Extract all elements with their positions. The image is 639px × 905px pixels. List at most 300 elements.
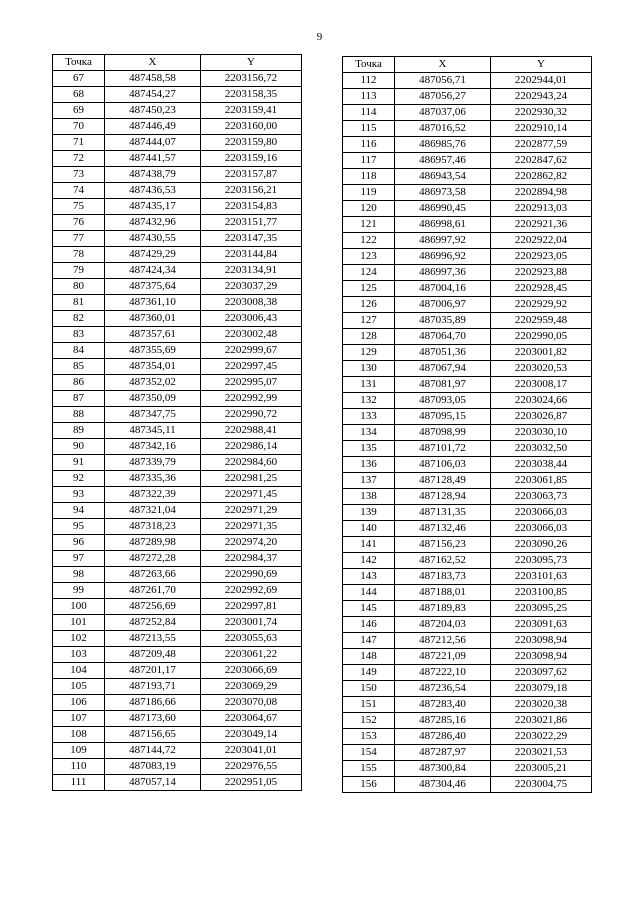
table-row — [53, 135, 302, 151]
x-cell: 486957,46 — [395, 153, 491, 169]
y-cell: 2203024,66 — [491, 393, 592, 409]
point-cell: 98 — [53, 567, 105, 583]
table-row — [53, 407, 302, 423]
x-cell: 487081,97 — [395, 377, 491, 393]
y-cell: 2203022,29 — [491, 729, 592, 745]
y-cell: 2203020,38 — [491, 697, 592, 713]
x-cell: 487438,79 — [105, 167, 201, 183]
x-cell: 487357,61 — [105, 327, 201, 343]
page-number: 9 — [316, 31, 323, 43]
point-cell: 89 — [53, 423, 105, 439]
y-cell: 2203030,10 — [491, 425, 592, 441]
point-cell: 126 — [343, 297, 395, 313]
point-cell: 68 — [53, 87, 105, 103]
table-row — [53, 343, 302, 359]
table-row — [343, 345, 592, 361]
point-cell: 124 — [343, 265, 395, 281]
y-cell: 2203037,29 — [201, 279, 302, 295]
x-cell: 487256,69 — [105, 599, 201, 615]
y-cell: 2202922,04 — [491, 233, 592, 249]
y-cell: 2203021,86 — [491, 713, 592, 729]
x-cell: 487446,49 — [105, 119, 201, 135]
y-cell: 2202976,55 — [201, 759, 302, 775]
table-row — [53, 631, 302, 647]
point-cell: 110 — [53, 759, 105, 775]
x-cell: 487436,53 — [105, 183, 201, 199]
y-cell: 2203091,63 — [491, 617, 592, 633]
table-row — [53, 183, 302, 199]
table-row — [53, 695, 302, 711]
y-cell: 2202984,37 — [201, 551, 302, 567]
table-row — [343, 521, 592, 537]
x-cell: 486997,92 — [395, 233, 491, 249]
point-cell: 127 — [343, 313, 395, 329]
x-cell: 486985,76 — [395, 137, 491, 153]
coordinates-table-right — [342, 56, 592, 793]
point-cell: 141 — [343, 537, 395, 553]
table-row — [343, 585, 592, 601]
point-cell: 132 — [343, 393, 395, 409]
y-cell: 2203008,38 — [201, 295, 302, 311]
x-cell: 486996,92 — [395, 249, 491, 265]
table-row — [53, 391, 302, 407]
y-cell: 2202944,01 — [491, 73, 592, 89]
point-cell: 148 — [343, 649, 395, 665]
x-cell: 487285,16 — [395, 713, 491, 729]
y-cell: 2203055,63 — [201, 631, 302, 647]
y-cell: 2203066,03 — [491, 521, 592, 537]
y-cell: 2203041,01 — [201, 743, 302, 759]
x-cell: 487342,16 — [105, 439, 201, 455]
x-cell: 487035,89 — [395, 313, 491, 329]
point-cell: 90 — [53, 439, 105, 455]
table-row — [343, 105, 592, 121]
y-cell: 2202971,45 — [201, 487, 302, 503]
table-row — [343, 633, 592, 649]
table-row — [53, 231, 302, 247]
y-cell: 2203069,29 — [201, 679, 302, 695]
x-cell: 487144,72 — [105, 743, 201, 759]
table-row — [53, 87, 302, 103]
x-cell: 487209,48 — [105, 647, 201, 663]
table-row — [343, 249, 592, 265]
x-cell: 487016,52 — [395, 121, 491, 137]
point-cell: 106 — [53, 695, 105, 711]
header-x: X — [105, 55, 201, 71]
x-cell: 487261,70 — [105, 583, 201, 599]
point-cell: 117 — [343, 153, 395, 169]
table-row — [343, 281, 592, 297]
header-x: X — [395, 57, 491, 73]
point-cell: 154 — [343, 745, 395, 761]
table-row — [343, 217, 592, 233]
header-row — [343, 57, 592, 73]
table-row — [53, 599, 302, 615]
table-row — [53, 375, 302, 391]
y-cell: 2202862,82 — [491, 169, 592, 185]
point-cell: 77 — [53, 231, 105, 247]
table-row — [343, 553, 592, 569]
x-cell: 487287,97 — [395, 745, 491, 761]
table-row — [343, 713, 592, 729]
x-cell: 487289,98 — [105, 535, 201, 551]
x-cell: 487272,28 — [105, 551, 201, 567]
y-cell: 2203095,25 — [491, 601, 592, 617]
y-cell: 2203151,77 — [201, 215, 302, 231]
table-row — [53, 567, 302, 583]
table-row — [53, 759, 302, 775]
table-row — [53, 711, 302, 727]
point-cell: 125 — [343, 281, 395, 297]
y-cell: 2202943,24 — [491, 89, 592, 105]
y-cell: 2203156,21 — [201, 183, 302, 199]
x-cell: 487183,73 — [395, 569, 491, 585]
x-cell: 486973,58 — [395, 185, 491, 201]
point-cell: 109 — [53, 743, 105, 759]
y-cell: 2203064,67 — [201, 711, 302, 727]
point-cell: 149 — [343, 665, 395, 681]
point-cell: 78 — [53, 247, 105, 263]
point-cell: 102 — [53, 631, 105, 647]
point-cell: 150 — [343, 681, 395, 697]
table-row — [343, 361, 592, 377]
y-cell: 2203101,63 — [491, 569, 592, 585]
x-cell: 487335,36 — [105, 471, 201, 487]
point-cell: 105 — [53, 679, 105, 695]
table-row — [343, 617, 592, 633]
x-cell: 487354,01 — [105, 359, 201, 375]
x-cell: 487204,03 — [395, 617, 491, 633]
y-cell: 2203049,14 — [201, 727, 302, 743]
x-cell: 487083,19 — [105, 759, 201, 775]
header-point: Точка — [53, 55, 105, 71]
x-cell: 487156,23 — [395, 537, 491, 553]
x-cell: 487006,97 — [395, 297, 491, 313]
point-cell: 142 — [343, 553, 395, 569]
x-cell: 487321,04 — [105, 503, 201, 519]
x-cell: 487375,64 — [105, 279, 201, 295]
point-cell: 94 — [53, 503, 105, 519]
x-cell: 487318,23 — [105, 519, 201, 535]
y-cell: 2202992,99 — [201, 391, 302, 407]
point-cell: 101 — [53, 615, 105, 631]
point-cell: 93 — [53, 487, 105, 503]
table-row — [53, 71, 302, 87]
x-cell: 487067,94 — [395, 361, 491, 377]
x-cell: 486997,36 — [395, 265, 491, 281]
y-cell: 2202910,14 — [491, 121, 592, 137]
x-cell: 487450,23 — [105, 103, 201, 119]
point-cell: 134 — [343, 425, 395, 441]
table-row — [53, 119, 302, 135]
table-row — [53, 359, 302, 375]
table-row — [343, 697, 592, 713]
y-cell: 2202986,14 — [201, 439, 302, 455]
y-cell: 2202847,62 — [491, 153, 592, 169]
y-cell: 2203026,87 — [491, 409, 592, 425]
table-row — [343, 505, 592, 521]
x-cell: 487360,01 — [105, 311, 201, 327]
table-row — [53, 775, 302, 791]
table-row — [343, 137, 592, 153]
x-cell: 487424,34 — [105, 263, 201, 279]
x-cell: 487322,39 — [105, 487, 201, 503]
y-cell: 2202990,05 — [491, 329, 592, 345]
y-cell: 2202988,41 — [201, 423, 302, 439]
point-cell: 151 — [343, 697, 395, 713]
table-row — [343, 489, 592, 505]
y-cell: 2203020,53 — [491, 361, 592, 377]
y-cell: 2202984,60 — [201, 455, 302, 471]
y-cell: 2203006,43 — [201, 311, 302, 327]
point-cell: 152 — [343, 713, 395, 729]
x-cell: 486990,45 — [395, 201, 491, 217]
x-cell: 487286,40 — [395, 729, 491, 745]
table-row — [343, 377, 592, 393]
y-cell: 2203098,94 — [491, 649, 592, 665]
y-cell: 2203066,69 — [201, 663, 302, 679]
y-cell: 2202921,36 — [491, 217, 592, 233]
point-cell: 135 — [343, 441, 395, 457]
x-cell: 487051,36 — [395, 345, 491, 361]
table-row — [53, 679, 302, 695]
x-cell: 487057,14 — [105, 775, 201, 791]
y-cell: 2203097,62 — [491, 665, 592, 681]
y-cell: 2203156,72 — [201, 71, 302, 87]
x-cell: 487252,84 — [105, 615, 201, 631]
x-cell: 487188,01 — [395, 585, 491, 601]
x-cell: 487300,84 — [395, 761, 491, 777]
y-cell: 2203158,35 — [201, 87, 302, 103]
y-cell: 2202928,45 — [491, 281, 592, 297]
point-cell: 85 — [53, 359, 105, 375]
table-row — [53, 327, 302, 343]
point-cell: 140 — [343, 521, 395, 537]
y-cell: 2203032,50 — [491, 441, 592, 457]
y-cell: 2203090,26 — [491, 537, 592, 553]
y-cell: 2203157,87 — [201, 167, 302, 183]
table-row — [343, 601, 592, 617]
table-row — [53, 663, 302, 679]
point-cell: 80 — [53, 279, 105, 295]
y-cell: 2203134,91 — [201, 263, 302, 279]
x-cell: 487128,49 — [395, 473, 491, 489]
point-cell: 84 — [53, 343, 105, 359]
y-cell: 2203038,44 — [491, 457, 592, 473]
x-cell: 487347,75 — [105, 407, 201, 423]
point-cell: 107 — [53, 711, 105, 727]
y-cell: 2203001,74 — [201, 615, 302, 631]
point-cell: 116 — [343, 137, 395, 153]
point-cell: 128 — [343, 329, 395, 345]
point-cell: 76 — [53, 215, 105, 231]
point-cell: 138 — [343, 489, 395, 505]
point-cell: 100 — [53, 599, 105, 615]
point-cell: 123 — [343, 249, 395, 265]
y-cell: 2203002,48 — [201, 327, 302, 343]
point-cell: 96 — [53, 535, 105, 551]
y-cell: 2202999,67 — [201, 343, 302, 359]
table-row — [343, 89, 592, 105]
y-cell: 2203061,85 — [491, 473, 592, 489]
point-cell: 115 — [343, 121, 395, 137]
y-cell: 2203160,00 — [201, 119, 302, 135]
x-cell: 487162,52 — [395, 553, 491, 569]
table-row — [343, 201, 592, 217]
y-cell: 2202877,59 — [491, 137, 592, 153]
point-cell: 129 — [343, 345, 395, 361]
x-cell: 487345,11 — [105, 423, 201, 439]
x-cell: 487432,96 — [105, 215, 201, 231]
x-cell: 487304,46 — [395, 777, 491, 793]
x-cell: 487441,57 — [105, 151, 201, 167]
point-cell: 137 — [343, 473, 395, 489]
table-row — [343, 537, 592, 553]
point-cell: 130 — [343, 361, 395, 377]
point-cell: 97 — [53, 551, 105, 567]
table-row — [343, 777, 592, 793]
header-y: Y — [201, 55, 302, 71]
table-row — [343, 409, 592, 425]
y-cell: 2203005,21 — [491, 761, 592, 777]
table-row — [343, 329, 592, 345]
point-cell: 146 — [343, 617, 395, 633]
x-cell: 487350,09 — [105, 391, 201, 407]
table-row — [343, 473, 592, 489]
y-cell: 2203098,94 — [491, 633, 592, 649]
x-cell: 487221,09 — [395, 649, 491, 665]
y-cell: 2202959,48 — [491, 313, 592, 329]
point-cell: 136 — [343, 457, 395, 473]
y-cell: 2202981,25 — [201, 471, 302, 487]
y-cell: 2202990,72 — [201, 407, 302, 423]
table-row — [53, 503, 302, 519]
table-row — [53, 647, 302, 663]
table-row — [53, 519, 302, 535]
x-cell: 487056,27 — [395, 89, 491, 105]
x-cell: 487213,55 — [105, 631, 201, 647]
y-cell: 2202951,05 — [201, 775, 302, 791]
table-row — [343, 393, 592, 409]
x-cell: 487093,05 — [395, 393, 491, 409]
x-cell: 487430,55 — [105, 231, 201, 247]
x-cell: 487361,10 — [105, 295, 201, 311]
point-cell: 67 — [53, 71, 105, 87]
y-cell: 2203147,35 — [201, 231, 302, 247]
point-cell: 156 — [343, 777, 395, 793]
x-cell: 487189,83 — [395, 601, 491, 617]
x-cell: 487095,15 — [395, 409, 491, 425]
y-cell: 2203066,03 — [491, 505, 592, 521]
y-cell: 2202997,81 — [201, 599, 302, 615]
y-cell: 2203144,84 — [201, 247, 302, 263]
point-cell: 86 — [53, 375, 105, 391]
header-point: Точка — [343, 57, 395, 73]
point-cell: 120 — [343, 201, 395, 217]
y-cell: 2203070,08 — [201, 695, 302, 711]
y-cell: 2203063,73 — [491, 489, 592, 505]
point-cell: 121 — [343, 217, 395, 233]
y-cell: 2202894,98 — [491, 185, 592, 201]
table-row — [53, 199, 302, 215]
table-row — [343, 665, 592, 681]
point-cell: 74 — [53, 183, 105, 199]
table-row — [343, 681, 592, 697]
table-row — [343, 569, 592, 585]
point-cell: 153 — [343, 729, 395, 745]
x-cell: 487173,60 — [105, 711, 201, 727]
point-cell: 118 — [343, 169, 395, 185]
point-cell: 72 — [53, 151, 105, 167]
point-cell: 155 — [343, 761, 395, 777]
x-cell: 487128,94 — [395, 489, 491, 505]
x-cell: 487193,71 — [105, 679, 201, 695]
point-cell: 131 — [343, 377, 395, 393]
table-row — [53, 295, 302, 311]
table-row — [53, 727, 302, 743]
header-y: Y — [491, 57, 592, 73]
point-cell: 82 — [53, 311, 105, 327]
table-row — [343, 457, 592, 473]
point-cell: 144 — [343, 585, 395, 601]
table-row — [343, 73, 592, 89]
y-cell: 2203061,22 — [201, 647, 302, 663]
y-cell: 2203159,41 — [201, 103, 302, 119]
x-cell: 487263,66 — [105, 567, 201, 583]
x-cell: 487352,02 — [105, 375, 201, 391]
table-row — [343, 649, 592, 665]
y-cell: 2202990,69 — [201, 567, 302, 583]
x-cell: 487339,79 — [105, 455, 201, 471]
point-cell: 103 — [53, 647, 105, 663]
table-row — [343, 297, 592, 313]
x-cell: 486998,61 — [395, 217, 491, 233]
y-cell: 2202997,45 — [201, 359, 302, 375]
point-cell: 145 — [343, 601, 395, 617]
x-cell: 487131,35 — [395, 505, 491, 521]
point-cell: 122 — [343, 233, 395, 249]
table-row — [53, 487, 302, 503]
x-cell: 487454,27 — [105, 87, 201, 103]
x-cell: 487004,16 — [395, 281, 491, 297]
y-cell: 2203100,85 — [491, 585, 592, 601]
point-cell: 71 — [53, 135, 105, 151]
table-row — [343, 745, 592, 761]
table-row — [53, 311, 302, 327]
point-cell: 104 — [53, 663, 105, 679]
table-row — [53, 279, 302, 295]
x-cell: 487101,72 — [395, 441, 491, 457]
y-cell: 2203001,82 — [491, 345, 592, 361]
point-cell: 83 — [53, 327, 105, 343]
x-cell: 487212,56 — [395, 633, 491, 649]
table-row — [53, 615, 302, 631]
coordinates-table-left — [52, 54, 302, 791]
point-cell: 92 — [53, 471, 105, 487]
table-row — [53, 103, 302, 119]
x-cell: 487201,17 — [105, 663, 201, 679]
table-row — [53, 439, 302, 455]
point-cell: 143 — [343, 569, 395, 585]
table-row — [53, 535, 302, 551]
table-row — [53, 551, 302, 567]
x-cell: 487098,99 — [395, 425, 491, 441]
point-cell: 111 — [53, 775, 105, 791]
x-cell: 487355,69 — [105, 343, 201, 359]
x-cell: 487435,17 — [105, 199, 201, 215]
table-row — [53, 743, 302, 759]
table-row — [343, 153, 592, 169]
